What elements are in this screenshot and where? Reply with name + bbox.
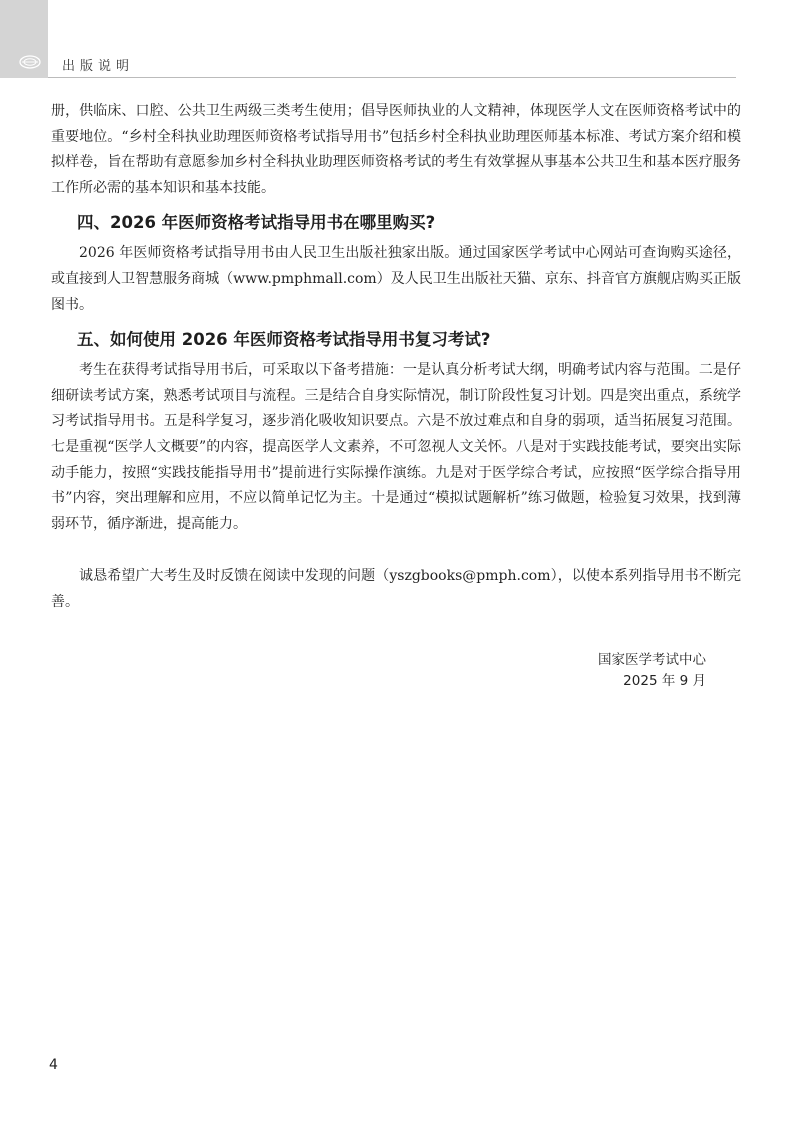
signature-organization: 国家医学考试中心 (598, 651, 706, 668)
header-title: 出版说明 (62, 59, 135, 74)
closing-paragraph: 诚恳希望广大考生及时反馈在阅读中发现的问题（yszgbooks@pmph.com），以使本系列指导用书不断完善。 (51, 568, 741, 610)
section-5-heading: 五、如何使用 2026 年医师资格考试指导用书复习考试? (77, 330, 491, 350)
section-4-heading: 四、2026 年医师资格考试指导用书在哪里购买? (77, 213, 436, 233)
header-divider (48, 77, 736, 78)
publisher-logo-icon (19, 55, 41, 69)
signature-block (51, 650, 741, 693)
signature-date: 2025 年 9 月 (623, 673, 706, 689)
section-4-paragraph: 2026 年医师资格考试指导用书由人民卫生出版社独家出版。通过国家医学考试中心网站可查询购买途径，或直接到人卫智慧服务商城（www.pmphmall.com）及人民卫生出版社天猫、京东、抖音官方旗舰店购买正版图书。 (51, 245, 741, 313)
page-number: 4 (49, 1057, 58, 1073)
intro-paragraph: 册，供临床、口腔、公共卫生两级三类考生使用；倡导医师执业的人文精神，体现医学人文在医师资格考试中的重要地位。“乡村全科执业助理医师资格考试指导用书”包括乡村全科执业助理医师基本标准、考试方案介绍和模拟样卷，旨在帮助有意愿参加乡村全科执业助理医师资格考试的考生有效掌握从事基本公共卫生和基本医疗服务工作所必需的基本知识和基本技能。 (51, 103, 741, 196)
section-5-paragraph: 考生在获得考试指导用书后，可采取以下备考措施：一是认真分析考试大纲，明确考试内容与范围。二是仔细研读考试方案，熟悉考试项目与流程。三是结合自身实际情况，制订阶段性复习计划。四是突出重点，系统学习考试指导用书。五是科学复习，逐步消化吸收知识要点。六是不放过难点和自身的弱项，适当拓展复习范围。七是重视“医学人文概要”的内容，提高医学人文素养，不可忽视人文关怀。八是对于实践技能考试，要突出实际动手能力，按照“实践技能指导用书”提前进行实际操作演练。九是对于医学综合考试，应按照“医学综合指导用书”内容，突出理解和应用，不应以简单记忆为主。十是通过“模拟试题解析”练习做题，检验复习效果，找到薄弱环节，循序渐进，提高能力。 (51, 362, 741, 532)
document-body (51, 99, 741, 693)
